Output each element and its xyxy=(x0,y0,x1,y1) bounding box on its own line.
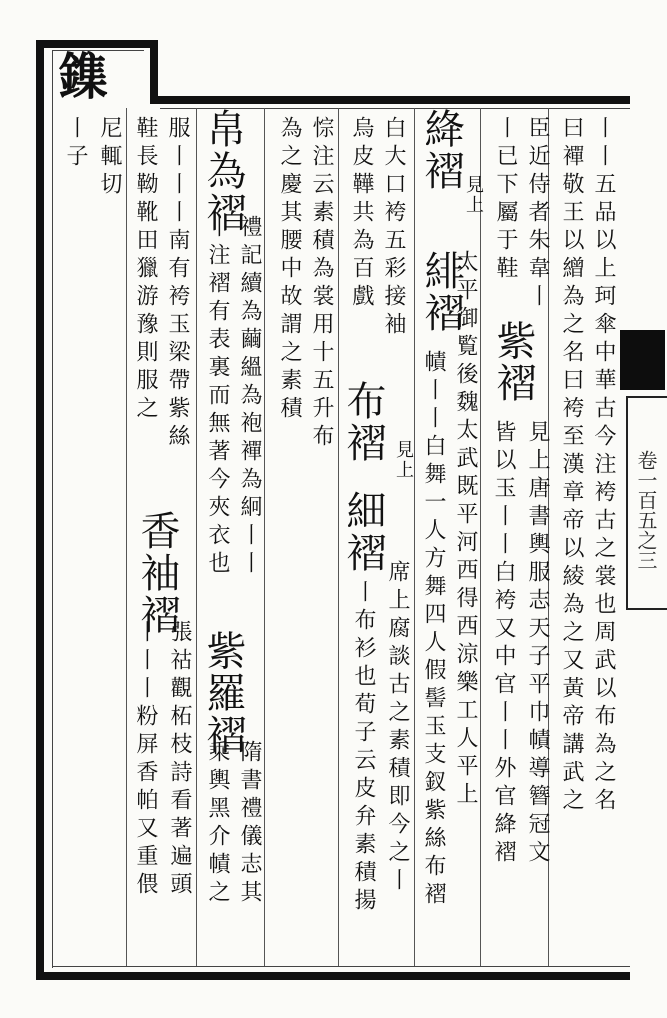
entry-heading: 絳褶 xyxy=(418,108,464,192)
text-column: 丨布衫也荀子云皮弁素積揚 xyxy=(351,580,376,916)
entry-note: 見上 xyxy=(393,440,414,480)
text-column: 為之慶其腰中故謂之素積 xyxy=(277,116,302,424)
text-column: 丨注褶有表裏而無著今夾衣也 xyxy=(205,215,230,579)
text-column: 服丨丨丨南有袴玉梁帶紫絲 xyxy=(165,116,190,452)
entry-heading: 香袖褶 xyxy=(134,510,180,636)
text-column: 丨丨丨粉屏香帕又重偎 xyxy=(133,620,158,900)
head-character: 鏶 xyxy=(58,47,108,106)
frame-border-step xyxy=(150,40,158,104)
text-column: 張祜觀柘枝詩看著遍頭 xyxy=(167,620,192,900)
text-column: 皆以玉丨丨白袴又中官丨丨外官絳褶 xyxy=(491,420,516,868)
text-column: 烏皮鞾共為百戲 xyxy=(349,116,374,312)
text-column: 席上腐談古之素積即今之丨 xyxy=(385,560,410,896)
edge-tab-block xyxy=(620,330,665,390)
frame-border-top-2 xyxy=(150,96,630,104)
text-column: 丨已下屬于鞋 xyxy=(493,116,518,284)
inner-rule-left xyxy=(52,50,53,968)
text-column: 尼輒切 xyxy=(97,116,122,200)
text-column: 白大口袴五彩接袖 xyxy=(381,116,406,340)
entry-heading: 帛為褶 xyxy=(200,108,246,234)
entry-heading: 紫褶 xyxy=(490,320,536,404)
text-column: 丨丨五品以上珂傘中華古今注袴古之裳也周武以布為之名 xyxy=(591,116,616,816)
text-column-heading xyxy=(418,108,464,248)
entry-note: 見上 xyxy=(463,175,484,215)
text-column: 臣近侍者朱韋丨 xyxy=(525,116,550,312)
text-column-heading xyxy=(340,380,386,480)
text-column-note xyxy=(456,175,490,235)
frame-border-left xyxy=(36,40,44,980)
text-column-note xyxy=(386,440,420,500)
text-column: 太平御覧後魏太武既平河西得西涼樂工人平上 xyxy=(453,250,478,810)
inner-rule-bottom xyxy=(52,966,630,967)
frame-border-bottom xyxy=(36,972,630,980)
column-rule xyxy=(414,108,415,966)
entry-heading: 紫羅褶 xyxy=(200,630,246,756)
edge-volume-label: 卷一百五之三 xyxy=(634,450,658,570)
text-column: 曰襌敬王以繒為之名曰袴至漢章帝以綾為之又黃帝講武之 xyxy=(559,116,584,816)
text-column: 悰注云素積為裳用十五升布 xyxy=(309,116,334,452)
entry-heading: 布褶 xyxy=(340,380,386,464)
text-column: 鞋長靿靴田獵游豫則服之 xyxy=(133,116,158,424)
entry-heading: 細褶 xyxy=(340,490,386,574)
column-rule xyxy=(126,108,127,966)
text-column-heading xyxy=(340,490,386,590)
text-column: 丨子 xyxy=(63,116,88,172)
column-rule xyxy=(338,108,339,966)
text-column: 見上唐書輿服志天子平巾幘導簪冠文 xyxy=(525,420,550,868)
text-column: 禮記續為繭縕為袍襌為絅丨丨 xyxy=(237,215,262,579)
entry-heading: 緋褶 xyxy=(418,250,464,334)
text-column: 隋書禮儀志其 xyxy=(237,740,262,908)
text-column: 乘輿黑介幘之 xyxy=(205,740,230,908)
text-column: 幘丨丨白舞一人方舞四人假髻玉支釵紫絲布褶 xyxy=(421,350,446,910)
column-rule xyxy=(196,108,197,966)
